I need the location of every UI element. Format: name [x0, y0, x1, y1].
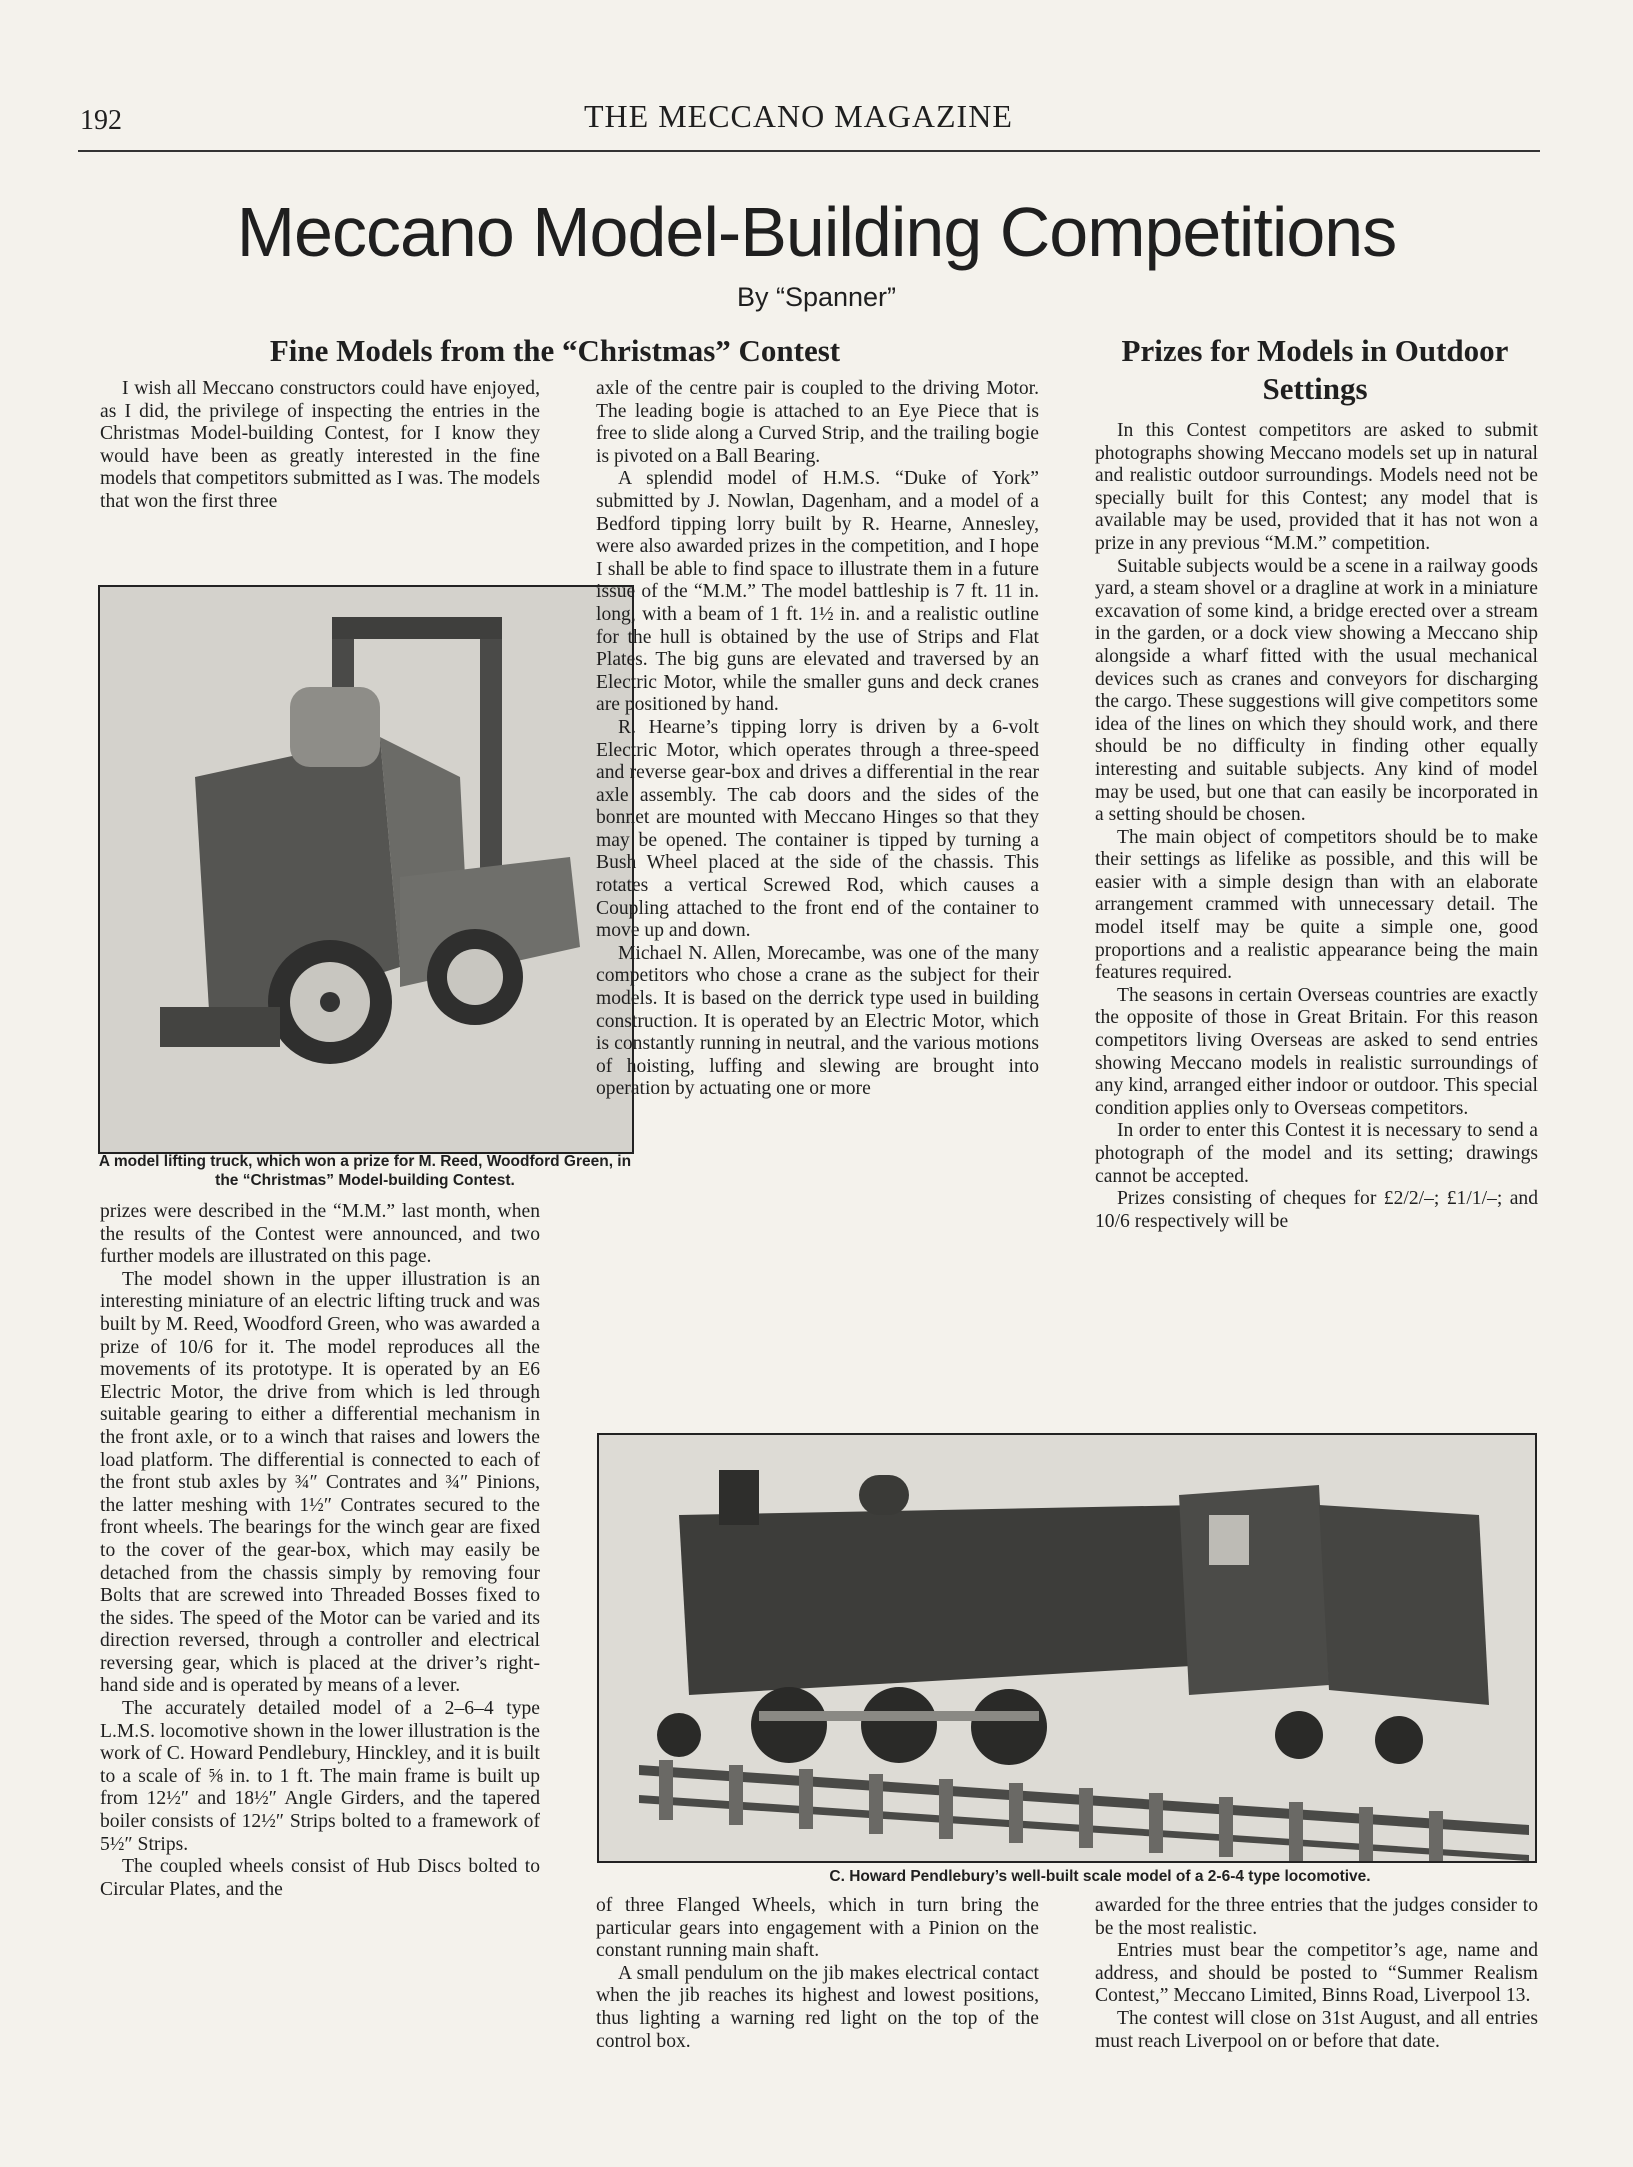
paragraph: R. Hearne’s tipping lorry is driven by a 6-volt Electric Motor, which operates through a three-speed and reverse gear-box and drives a differential in the rear axle assembly. The cab doors and the sides of the bonnet are mounted with Meccano Hinges so that they may be opened. The container is tipped by turning a Bush Wheel placed at the side of the chassis. This rotates a vertical Screwed Rod, which causes a Coupling attached to the front end of the container to move up and down. — [596, 716, 1039, 942]
lifting-truck-illustration — [100, 587, 632, 1152]
paragraph: The model shown in the upper illustration is an interesting miniature of an electric lifting truck and was built by M. Reed, Woodford Green, who was awarded a prize of 10/6 for it. The model reproduces all the movements of its prototype. It is operated by an E6 Electric Motor, the drive from which is led through suitable gearing to either a differential mechanism in the front axle, or to a winch that raises and lowers the load platform. The differential is connected to each of the front stub axles by ¾″ Contrates and ¾″ Pinions, the latter meshing with 1½″ Contrates secured to the front wheels. The bearings for the winch gear are fixed to the cover of the gear-box, which may easily be detached from the chassis simply by removing four Bolts that are screwed into Threaded Bosses fixed to the sides. The speed of the Motor can be varied and its direction reversed, through a controller and electrical reversing gear, which is placed at the driver’s right-hand side and is operated by means of a lever. — [100, 1268, 540, 1697]
article-byline: By “Spanner” — [736, 282, 897, 312]
col1-bottom-text — [100, 1201, 540, 2096]
paragraph: Suitable subjects would be a scene in a railway goods yard, a steam shovel or a dragline at work in a miniature excavation of some kind, a bridge erected over a stream in the garden, or a dock view showing a Meccano ship alongside a wharf fitted with the usual mechanical devices such as cranes and conveyors for discharging the cargo. These suggestions will give competitors some idea of the lines on which they should work, and there should be no difficulty in finding other equally interesting and suitable subjects. Any kind of model may be used, but one that can easily be incorporated in a setting should be chosen. — [1095, 555, 1538, 826]
col2-top-text — [596, 378, 1039, 1403]
col3-bottom-text — [1095, 1895, 1538, 2095]
section1-heading: Fine Models from the “Christmas” Contest — [269, 333, 841, 368]
paragraph: In this Contest competitors are asked to submit photographs showing Meccano models set up in natural and realistic outdoor surroundings. Models need not be specially built for this Contest; any model that is available may be used, provided that it has not won a prize in any previous “M.M.” competition. — [1095, 420, 1538, 554]
paragraph: The coupled wheels consist of Hub Discs bolted to Circular Plates, and the — [100, 1856, 540, 1900]
paragraph: axle of the centre pair is coupled to the driving Motor. The leading bogie is attached to an Eye Piece that is free to slide along a Curved Strip, and the trailing bogie is pivoted on a Ball Bearing. — [596, 378, 1039, 467]
paragraph: prizes were described in the “M.M.” last month, when the results of the Contest were announced, and two further models are illustrated on this page. — [100, 1201, 540, 1268]
lifting-truck-photo — [98, 585, 634, 1154]
locomotive-illustration — [599, 1435, 1535, 1861]
col1-top-text — [100, 378, 540, 538]
paragraph: In order to enter this Contest it is necessary to send a photograph of the model and its setting; drawings cannot be accepted. — [1095, 1120, 1538, 1187]
article-title: Meccano Model-Building Competitions — [236, 193, 1397, 271]
figure1-caption: A model lifting truck, which won a prize for M. Reed, Woodford Green, in the “Christmas” Model-building Contest. — [98, 1153, 632, 1189]
magazine-title: THE MECCANO MAGAZINE — [584, 98, 1013, 134]
figure2-caption: C. Howard Pendlebury’s well-built scale model of a 2-6-4 type locomotive. — [829, 1868, 1371, 1885]
page-number: 192 — [80, 105, 122, 136]
paragraph: A small pendulum on the jib makes electrical contact when the jib reaches its highest and lowest positions, thus lighting a warning red light on the top of the control box. — [596, 1962, 1039, 2052]
paragraph: A splendid model of H.M.S. “Duke of York” submitted by J. Nowlan, Dagenham, and a model of a Bedford tipping lorry built by R. Hearne, Annesley, were also awarded prizes in the competition, and I hope I shall be able to find space to illustrate them in a future issue of the “M.M.” The model battleship is 7 ft. 11 in. long, with a beam of 1 ft. 1½ in. and a realistic outline for the hull is obtained by the use of Strips and Flat Plates. The big guns are elevated and traversed by an Electric Motor, while the smaller guns and deck cranes are positioned by hand. — [596, 468, 1039, 716]
col2-bottom-text — [596, 1895, 1039, 2095]
header-rule — [78, 150, 1540, 152]
paragraph: Entries must bear the competitor’s age, name and address, and should be posted to “Summer Realism Contest,” Meccano Limited, Binns Road, Liverpool 13. — [1095, 1940, 1538, 2007]
paragraph: The contest will close on 31st August, and all entries must reach Liverpool on or before that date. — [1095, 2007, 1538, 2052]
paragraph: I wish all Meccano constructors could have enjoyed, as I did, the privilege of inspecting the entries in the Christmas Model-building Contest, for I know they would have been as greatly interested in the fine models that competitors submitted as I was. The models that won the first three — [100, 378, 540, 512]
section2-heading: Prizes for Models in Outdoor Settings — [1121, 333, 1509, 406]
paragraph: of three Flanged Wheels, which in turn bring the particular gears into engagement with a Pinion on the constant running main shaft. — [596, 1895, 1039, 1962]
paragraph: The main object of competitors should be to make their settings as lifelike as possible, and this will be easier with a simple design than with an elaborate arrangement crammed with unnecessary detail. The model itself may be quite a simple one, good proportions and a realistic appearance being the main features required. — [1095, 826, 1538, 984]
paragraph: Prizes consisting of cheques for £2/2/–; £1/1/–; and 10/6 respectively will be — [1095, 1188, 1538, 1232]
paragraph: Michael N. Allen, Morecambe, was one of the many competitors who chose a crane as the subject for their models. It is based on the derrick type used in building construction. It is operated by an Electric Motor, which is constantly running in neutral, and the various motions of hoisting, luffing and slewing are brought into operation by actuating one or more — [596, 942, 1039, 1100]
locomotive-photo — [597, 1433, 1537, 1863]
paragraph: The seasons in certain Overseas countries are exactly the opposite of those in Great Britain. For this reason competitors living Overseas are asked to send entries showing Meccano models in realistic surroundings of any kind, arranged either indoor or outdoor. This special condition applies only to Overseas competitors. — [1095, 984, 1538, 1119]
col3-top-text — [1095, 420, 1538, 1403]
paragraph: awarded for the three entries that the judges consider to be the most realistic. — [1095, 1895, 1538, 1939]
paragraph: The accurately detailed model of a 2–6–4 type L.M.S. locomotive shown in the lower illustration is the work of C. Howard Pendlebury, Hinckley, and it is built to a scale of ⅝ in. to 1 ft. The main frame is built up from 12½″ and 18½″ Angle Girders, and the tapered boiler consists of 12½″ Strips bolted to a framework of 5½″ Strips. — [100, 1698, 540, 1855]
